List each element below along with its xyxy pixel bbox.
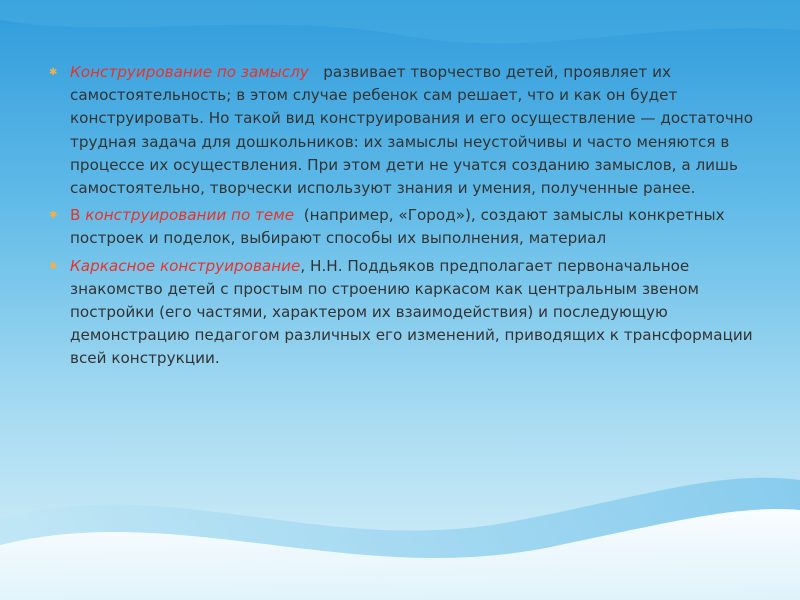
bullet-item-design-by-idea — [49, 61, 755, 200]
bullet-star-icon: ✱ — [49, 67, 58, 78]
bullet-star-icon: ✱ — [49, 260, 58, 272]
bullet-text: развивает творчество детей, проявляет их самостоятельность; в этом случае ребенок сам решает, что и как он будет конструировать. Но такой вид конструирования и его осуществление — достаточно трудная задача для дошкольников: их замыслы неустойчивы и часто меняются в процессе их осуществления. При этом дети не учатся созданию замыслов, а лишь самостоятельно, творчески используют знания и умения, полученные ранее. — [70, 63, 754, 198]
bullet-item-frame-design — [49, 255, 755, 371]
separator — [309, 63, 323, 81]
separator — [294, 206, 304, 224]
bullet-star-icon: ✱ — [49, 210, 58, 222]
term-design-by-idea: Конструирование по замыслу — [70, 63, 309, 81]
bullet-item-design-by-theme — [49, 204, 755, 250]
separator: , — [300, 256, 311, 275]
bullet-text: Н.Н. Поддьяков предполагает первоначальное знакомство детей с простым по строению каркасом как центральным звеном постройки (его частями, характером их взаимодействия) и последующую демонстрацию педагогом различных его изменений, приводящих к трансформации всей конструкции. — [70, 256, 753, 368]
content-text-box — [49, 61, 755, 375]
term-frame-design: Каркасное конструирование — [70, 256, 301, 275]
term-design-by-theme: конструировании по теме — [85, 206, 295, 225]
bullet-text: (например, «Город»), создают замыслы конкретных построек и поделок, выбирают способы их выполнения, материал — [70, 206, 725, 248]
term-prefix: В — [70, 206, 86, 225]
